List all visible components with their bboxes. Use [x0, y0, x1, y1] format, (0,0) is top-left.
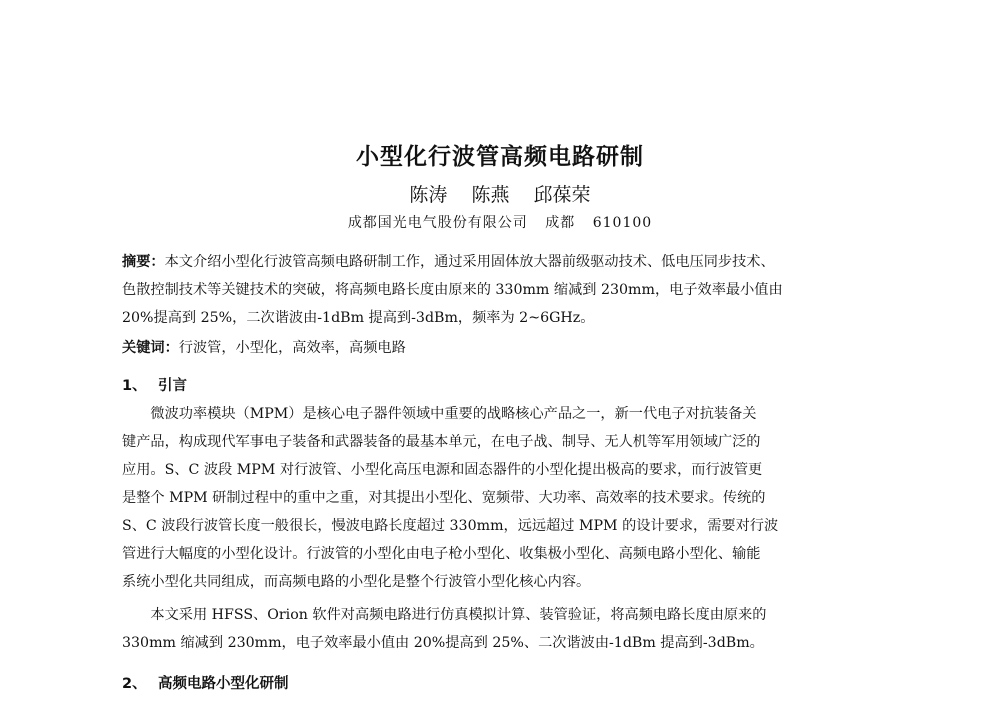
keywords [122, 334, 870, 362]
abstract-line: 色散控制技术等关键技术的突破，将高频电路长度由原来的 330mm 缩减到 230mm，电子效率最小值由 [122, 282, 783, 298]
paragraph-line: 系统小型化共同组成，而高频电路的小型化是整个行波管小型化核心内容。 [122, 574, 591, 590]
keywords-label: 关键词： [122, 340, 179, 356]
author-name: 陈燕 [471, 184, 510, 206]
paragraph-line: 本文采用 HFSS、Orion 软件对高频电路进行仿真模拟计算、装管验证，将高频电路长度由原来的 [150, 607, 767, 623]
keywords-text: 行波管，小型化，高效率，高频电路 [178, 340, 406, 356]
author-name: 邱葆荣 [533, 184, 591, 206]
abstract [122, 248, 870, 332]
affiliation-zip: 610100 [592, 215, 653, 231]
section-title: 高频电路小型化研制 [158, 676, 289, 692]
section-number: 1、 [122, 378, 147, 394]
affiliation [0, 212, 1000, 232]
introduction-paragraph-2 [122, 601, 870, 657]
paragraph-line: 管进行大幅度的小型化设计。行波管的小型化由电子枪小型化、收集极小型化、高频电路小型化、输能 [122, 546, 761, 562]
paragraph-line: 330mm 缩减到 230mm，电子效率最小值由 20%提高到 25%、二次谐波由-1dBm 提高到-3dBm。 [122, 635, 764, 651]
author-name: 陈涛 [409, 184, 448, 206]
author-list [0, 180, 1000, 207]
paragraph-line: 微波功率模块（MPM）是核心电子器件领域中重要的战略核心产品之一，新一代电子对抗装备关 [150, 406, 757, 422]
paragraph-line: S、C 波段行波管长度一般很长，慢波电路长度超过 330mm，远远超过 MPM 的设计要求，需要对行波 [122, 518, 779, 534]
paragraph-line: 应用。S、C 波段 MPM 对行波管、小型化高压电源和固态器件的小型化提出极高的要求，而行波管更 [122, 462, 763, 478]
section-title: 引言 [158, 378, 187, 394]
introduction-paragraph-1 [122, 400, 870, 596]
abstract-line: 20%提高到 25%，二次谐波由-1dBm 提高到-3dBm，频率为 2~6GHz。 [122, 310, 595, 326]
affiliation-org: 成都国光电气股份有限公司 [347, 215, 528, 231]
paragraph-line: 键产品，构成现代军事电子装备和武器装备的最基本单元，在电子战、制导、无人机等军用领域广泛的 [122, 434, 761, 450]
paper-title: 小型化行波管高频电路研制 [356, 144, 644, 170]
abstract-line: 本文介绍小型化行波管高频电路研制工作，通过采用固体放大器前级驱动技术、低电压同步技术、 [164, 254, 775, 270]
affiliation-city: 成都 [545, 215, 576, 231]
section-number: 2、 [122, 676, 147, 692]
section-heading-introduction [122, 374, 187, 395]
section-heading-hf-circuit [122, 672, 289, 693]
paragraph-line: 是整个 MPM 研制过程中的重中之重，对其提出小型化、宽频带、大功率、高效率的技术要求。传统的 [122, 490, 766, 506]
abstract-label: 摘要： [122, 254, 165, 270]
